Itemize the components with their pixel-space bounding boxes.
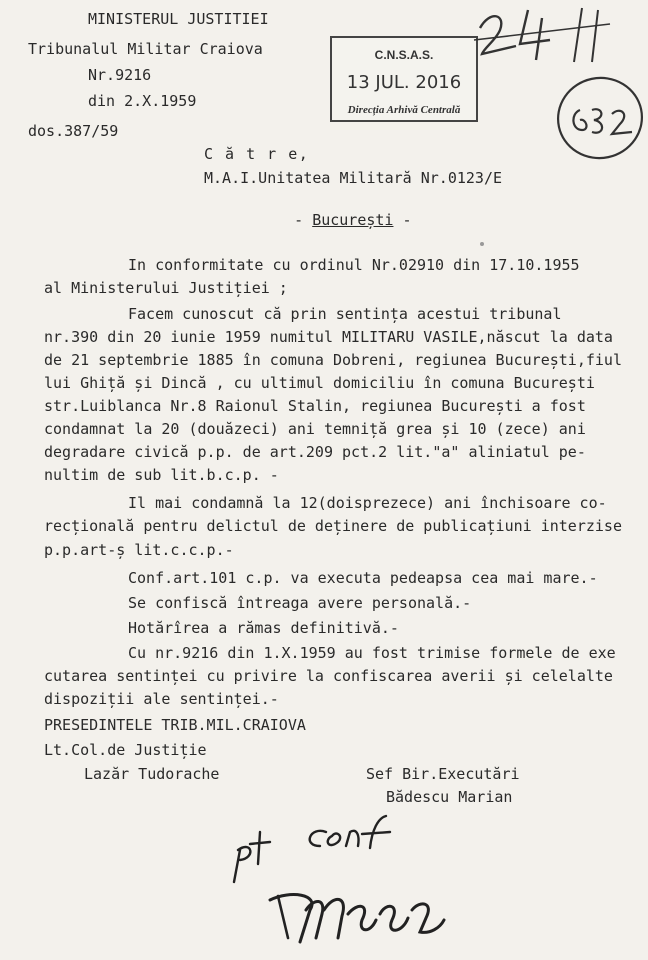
court-name: Tribunalul Militar Craiova xyxy=(28,40,263,58)
handwritten-folio-mark xyxy=(470,0,620,70)
handwritten-signature xyxy=(230,810,470,950)
stamp-organization: C.N.S.A.S. xyxy=(374,48,434,62)
body-line: lui Ghiță și Dincă , cu ultimul domiciliu în comuna București xyxy=(44,374,595,392)
bureau-name: Bădescu Marian xyxy=(386,788,513,806)
recipient-city-suffix: - xyxy=(393,211,412,229)
president-title: PRESEDINTELE TRIB.MIL.CRAIOVA xyxy=(44,716,306,734)
body-line: al Ministerului Justiției ; xyxy=(44,279,288,297)
body-line: cutarea sentinței cu privire la confiscarea averii și celelalte xyxy=(44,667,613,685)
body-line: Se confiscă întreaga avere personală.- xyxy=(128,594,472,612)
body-line: p.p.art-ș lit.c.c.p.- xyxy=(44,541,234,559)
body-line: In conformitate cu ordinul Nr.02910 din 17.10.1955 xyxy=(128,256,580,274)
body-line: Cu nr.9216 din 1.X.1959 au fost trimise formele de exe xyxy=(128,644,616,662)
document-date: din 2.X.1959 xyxy=(88,92,197,110)
stamp-date: 13 JUL. 2016 xyxy=(346,72,462,93)
body-line: nultim de sub lit.b.c.p. - xyxy=(44,466,279,484)
dossier-number: dos.387/59 xyxy=(28,122,119,140)
body-line: Hotărîrea a rămas definitivă.- xyxy=(128,619,399,637)
stamp-department: Direcția Arhivă Centrală xyxy=(347,104,461,116)
recipient-city-name: București xyxy=(312,211,394,229)
ministry-name: MINISTERUL JUSTITIEI xyxy=(88,10,269,28)
recipient-to: C ă t r e, xyxy=(204,145,310,163)
recipient-unit: M.A.I.Unitatea Militară Nr.0123/E xyxy=(204,169,503,187)
body-line: nr.390 din 20 iunie 1959 numitul MILITARU VASILE,născut la data xyxy=(44,328,613,346)
circled-number-mark xyxy=(550,70,646,166)
body-line: Conf.art.101 c.p. va executa pedeapsa cea mai mare.- xyxy=(128,569,598,587)
body-line: degradare civică p.p. de art.209 pct.2 lit."a" aliniatul pe- xyxy=(44,443,586,461)
body-line: de 21 septembrie 1885 în comuna Dobreni, regiunea București,fiul xyxy=(44,351,622,369)
president-name: Lazăr Tudorache xyxy=(84,765,220,783)
body-line: Il mai condamnă la 12(doisprezece) ani închisoare co- xyxy=(128,494,607,512)
scan-speck xyxy=(480,242,484,246)
body-line: Facem cunoscut că prin sentința acestui tribunal xyxy=(128,305,562,323)
bureau-title: Sef Bir.Executări xyxy=(366,765,520,783)
president-rank: Lt.Col.de Justiție xyxy=(44,741,207,759)
body-line: dispoziții ale sentinței.- xyxy=(44,690,279,708)
recipient-city xyxy=(258,193,412,247)
body-line: recțională pentru delictul de deținere de publicațiuni interzise xyxy=(44,517,622,535)
body-line: str.Luiblanca Nr.8 Raionul Stalin, regiunea București a fost xyxy=(44,397,586,415)
recipient-city-prefix: - xyxy=(294,211,313,229)
document-number: Nr.9216 xyxy=(88,66,152,84)
body-line: condamnat la 20 (douăzeci) ani temniță grea și 10 (zece) ani xyxy=(44,420,586,438)
archive-stamp xyxy=(330,36,478,122)
